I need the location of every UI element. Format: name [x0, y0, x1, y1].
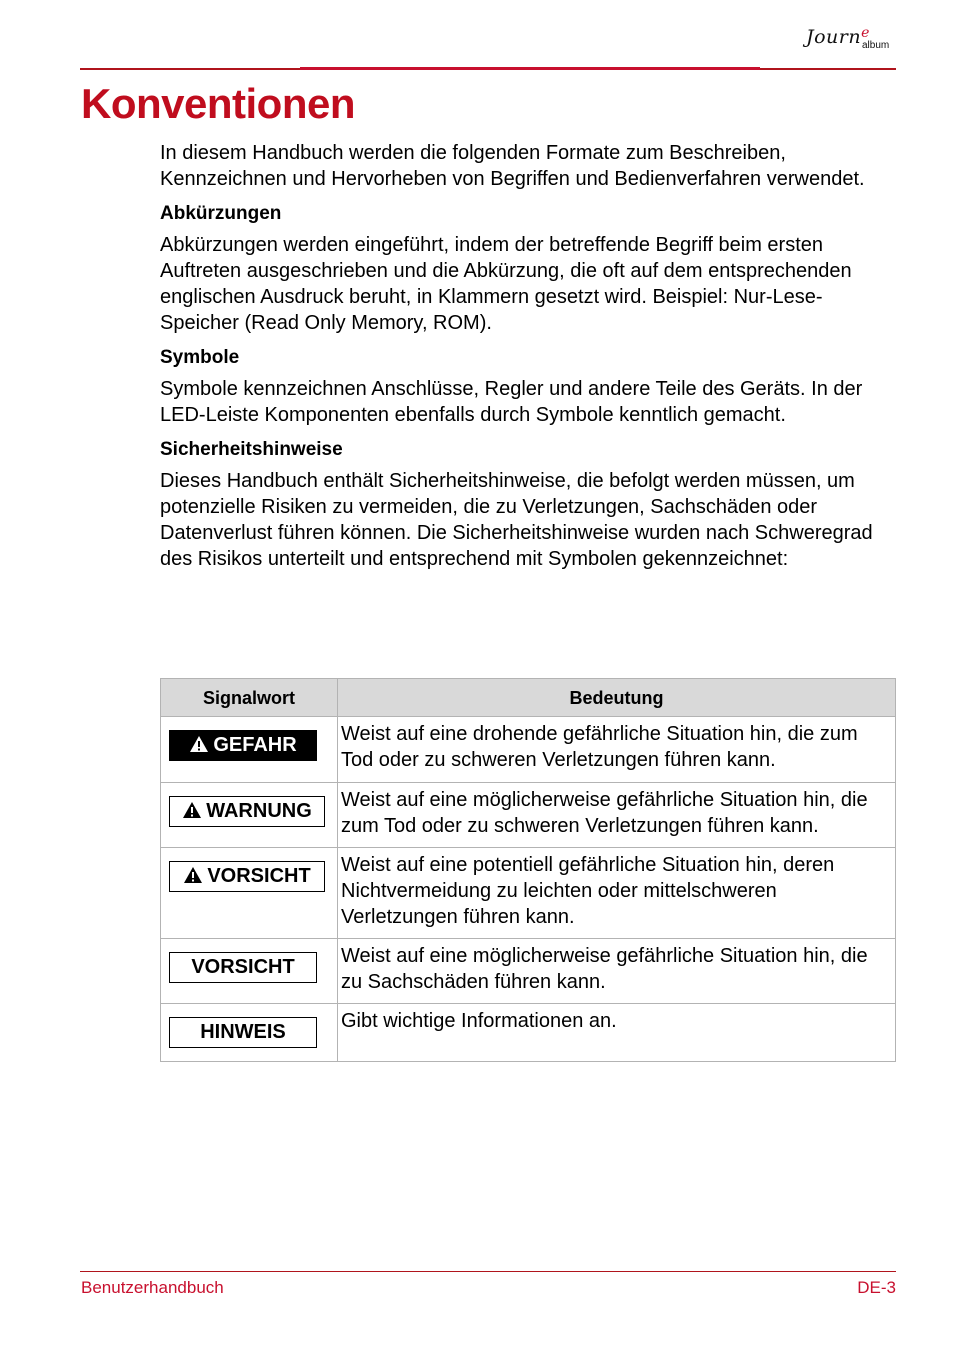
footer-rule — [80, 1271, 896, 1272]
meaning-cell: Weist auf eine möglicherweise gefährliche Situation hin, die zum Tod oder zu schweren Verletzungen führen kann. — [338, 783, 896, 848]
warning-triangle-icon — [189, 735, 209, 753]
section-text-symbole: Symbole kennzeichnen Anschlüsse, Regler und andere Teile des Geräts. In der LED-Leiste Komponenten ebenfalls durch Symbole kenntlich gemacht. — [160, 378, 863, 426]
table-row — [161, 939, 896, 1004]
table-row — [161, 848, 896, 939]
meaning-cell: Weist auf eine möglicherweise gefährliche Situation hin, die zu Sachschäden führen kann. — [338, 939, 896, 1004]
warning-triangle-icon — [183, 866, 203, 884]
table-header-row — [161, 679, 896, 717]
signal-cell — [161, 1004, 338, 1062]
signal-cell — [161, 848, 338, 939]
header-rule-accent — [300, 67, 760, 70]
signal-cell — [161, 939, 338, 1004]
intro-paragraph: In diesem Handbuch werden die folgenden Formate zum Beschreiben, Kennzeichnen und Hervorheben von Begriffen und Bedienverfahren verwendet. — [160, 142, 865, 190]
signal-label-gefahr: GEFAHR — [169, 730, 317, 761]
table-header-bedeutung: Bedeutung — [338, 679, 896, 717]
table-header-signalwort: Signalwort — [161, 679, 338, 717]
page-number: DE-3 — [857, 1278, 896, 1297]
signal-label-warnung: WARNUNG — [169, 796, 325, 827]
table-row — [161, 717, 896, 783]
signal-label-vorsicht-property: VORSICHT — [169, 952, 317, 983]
signal-label-vorsicht-personal: VORSICHT — [169, 861, 325, 892]
footer-manual-title: Benutzerhandbuch — [81, 1278, 224, 1297]
signal-word-table — [160, 678, 896, 1062]
warning-triangle-icon — [182, 801, 202, 819]
section-heading-sicherheitshinweise: Sicherheitshinweise — [160, 439, 343, 460]
body-content — [160, 140, 896, 582]
section-heading-abkuerzungen: Abkürzungen — [160, 203, 282, 224]
signal-label-hinweis: HINWEIS — [169, 1017, 317, 1048]
signal-cell — [161, 717, 338, 783]
logo-subtext: album — [862, 40, 890, 51]
table-row — [161, 783, 896, 848]
logo-script: Journ$^e$ — [806, 25, 870, 48]
meaning-cell: Weist auf eine potentiell gefährliche Situation hin, deren Nichtvermeidung zu leichten oder mittelschweren Verletzungen führen kann. — [338, 848, 896, 939]
table-row — [161, 1004, 896, 1062]
journe-album-logo — [806, 26, 898, 60]
signal-cell — [161, 783, 338, 848]
section-text-sicherheitshinweise: Dieses Handbuch enthält Sicherheitshinweise, die befolgt werden müssen, um potenzielle Risiken zu vermeiden, die zu Verletzungen, Sachschäden oder Datenverlust führen können. Die Sicherheitshinweise wurden nach Schweregrad des Risikos unterteilt und entsprechend mit Symbolen gekennzeichnet: — [160, 470, 873, 570]
section-heading-symbole: Symbole — [160, 347, 240, 368]
page-title: Konventionen — [81, 80, 355, 127]
meaning-cell: Weist auf eine drohende gefährliche Situation hin, die zum Tod oder zu schweren Verletzungen führen kann. — [338, 717, 896, 783]
section-text-abkuerzungen: Abkürzungen werden eingeführt, indem der betreffende Begriff beim ersten Auftreten ausgeschrieben und die Abkürzung, die oft auf dem entsprechenden englischen Ausdruck beruht, in Klammern gesetzt wird. Beispiel: Nur-Lese-Speicher (Read Only Memory, ROM). — [160, 234, 852, 334]
meaning-cell: Gibt wichtige Informationen an. — [338, 1004, 896, 1062]
